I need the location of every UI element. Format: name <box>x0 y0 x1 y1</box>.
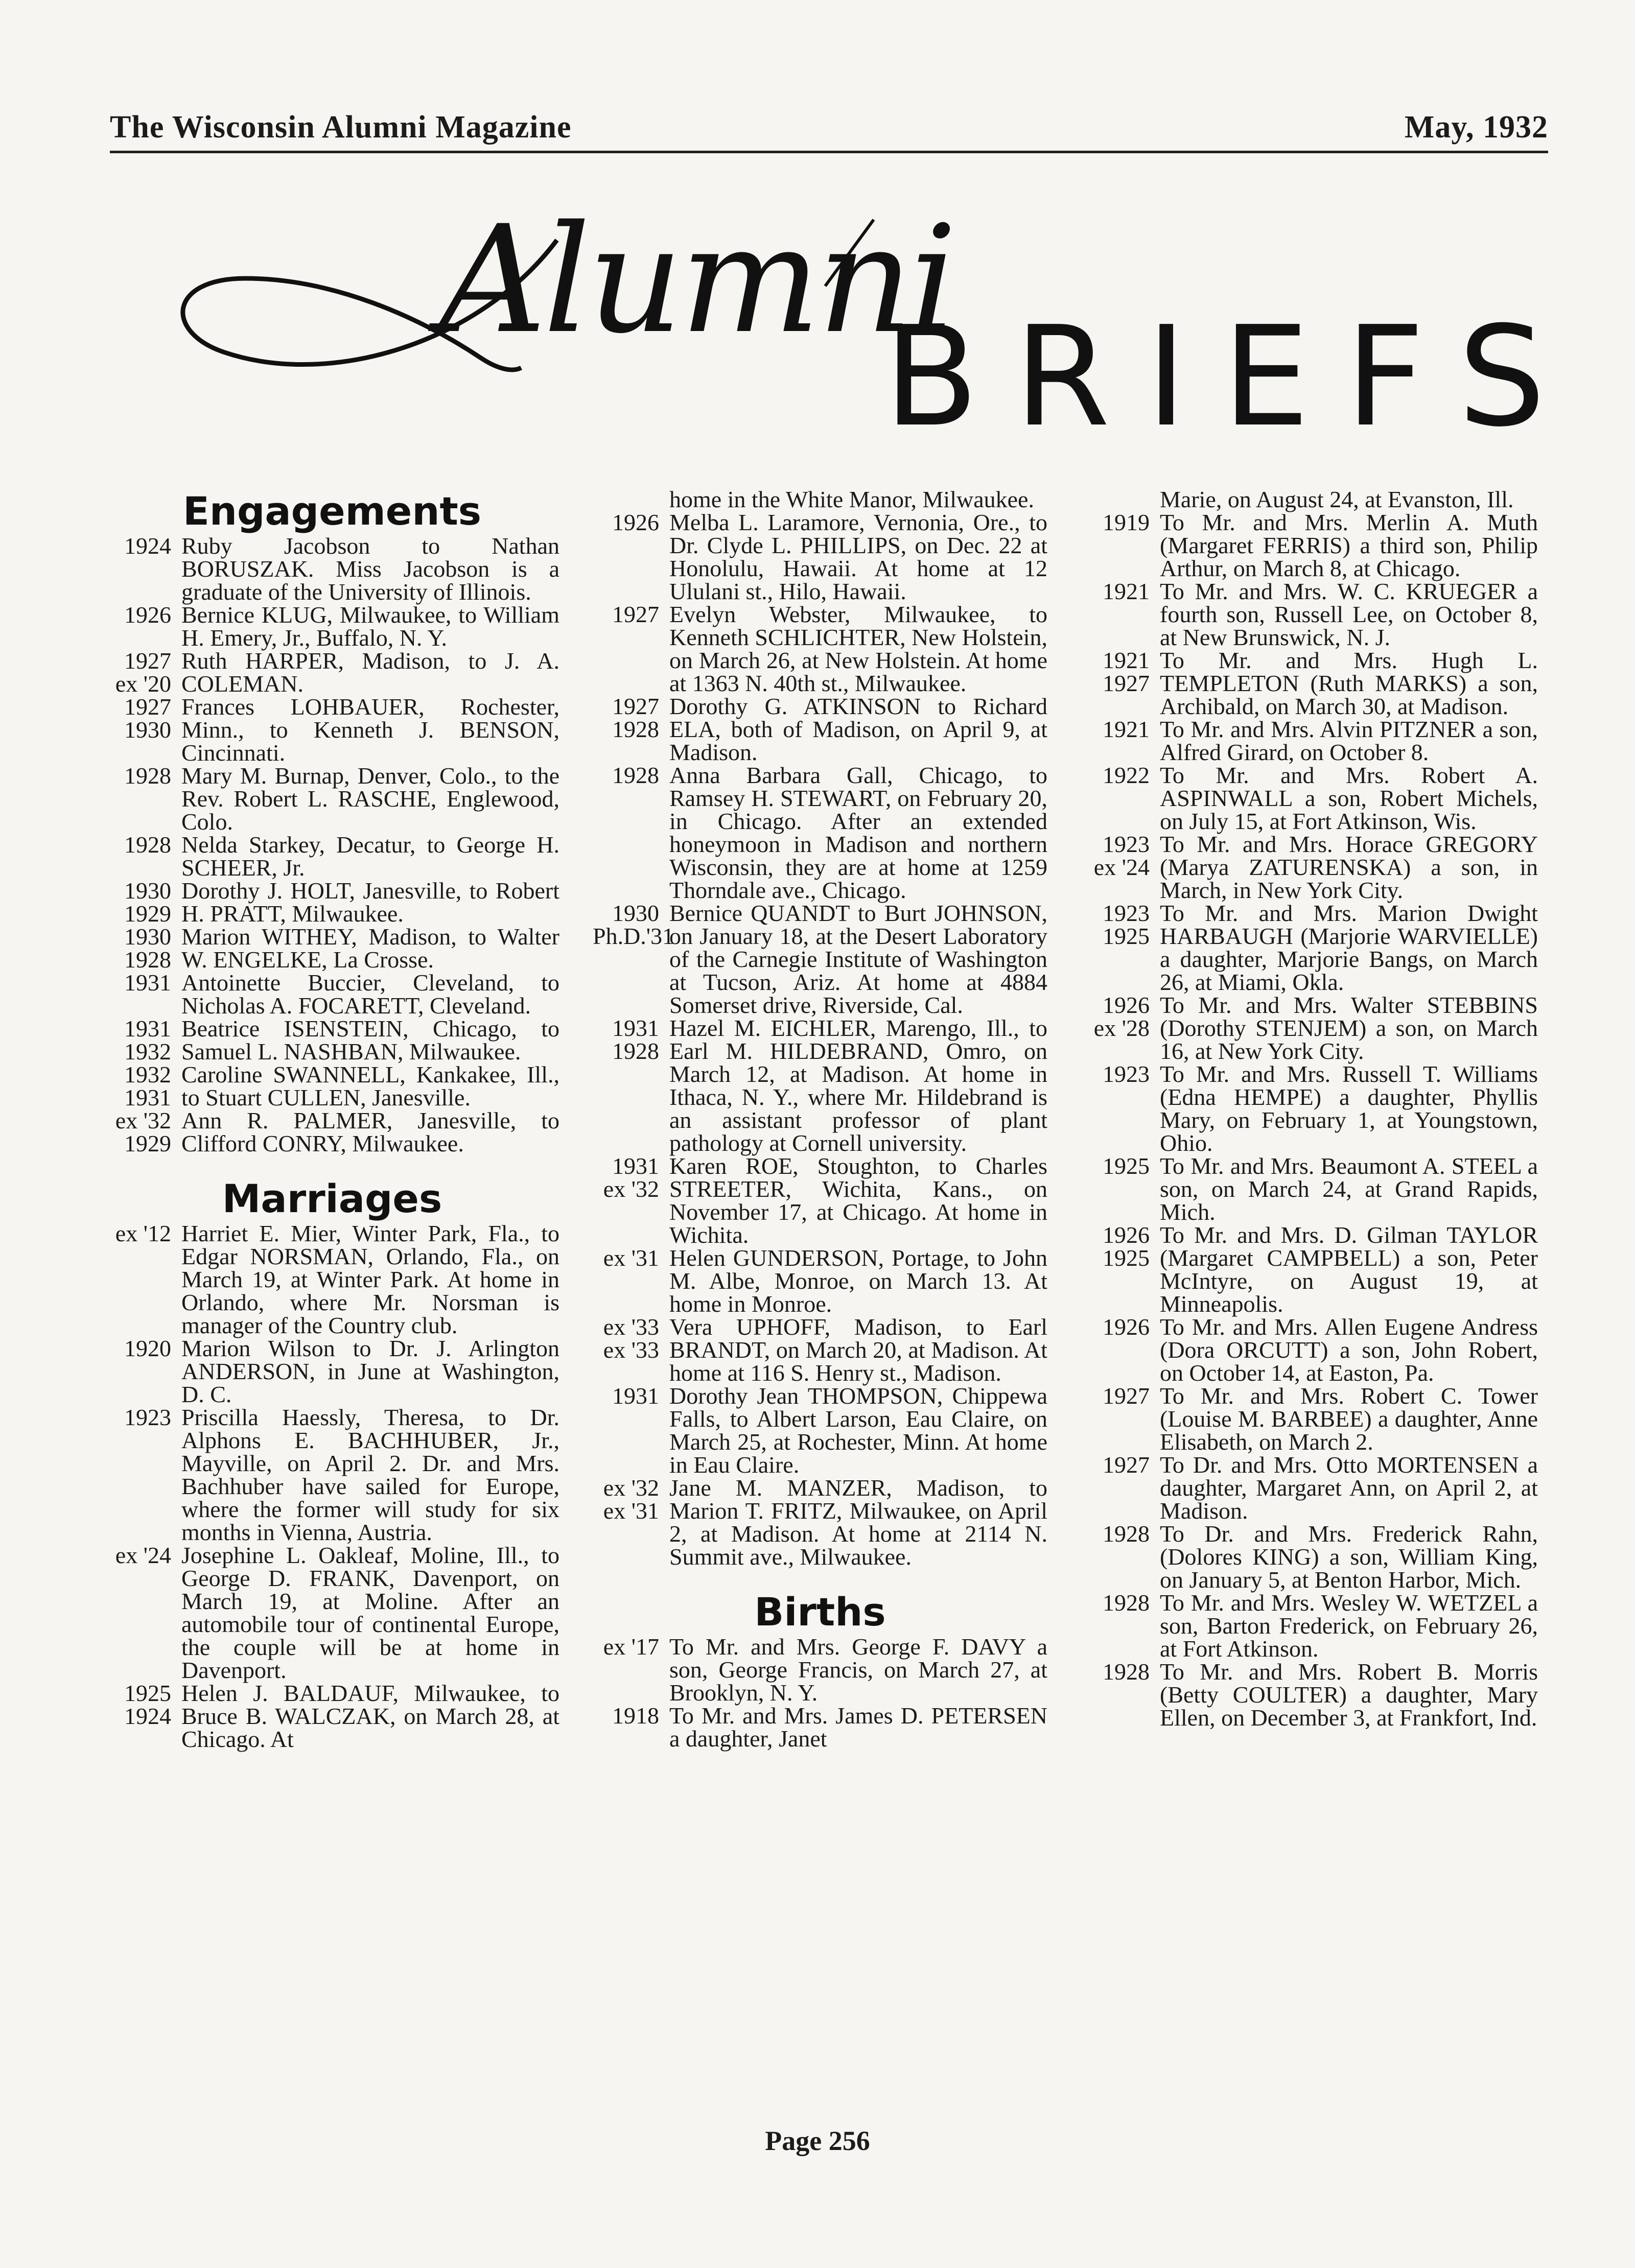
entry <box>105 1017 559 1063</box>
entry-text: Mary M. Burnap, Denver, Colo., to the Rev. Robert L. RASCHE, Englewood, Colo. <box>181 763 559 835</box>
entry <box>105 1063 559 1109</box>
entry-class-years: 1924 <box>124 533 171 559</box>
entry-class-years: 1928 <box>1103 1590 1150 1616</box>
entry-class-years: 1927 1928 <box>612 693 659 742</box>
entry-text: To Mr. and Mrs. Walter STEBBINS (Dorothy STENJEM) a son, on March 16, at New York City. <box>1160 992 1538 1064</box>
entry <box>593 902 1047 1017</box>
entry <box>1083 1062 1538 1154</box>
entry-class-years: 1931 <box>124 970 171 996</box>
entry-class-years: 1925 <box>1103 1153 1150 1179</box>
entry <box>593 1704 1047 1750</box>
entry-text: Bernice KLUG, Milwaukee, to William H. Emery, Jr., Buffalo, N. Y. <box>181 602 559 651</box>
entry-text: Jane M. MANZER, Madison, to Marion T. FRITZ, Milwaukee, on April 2, at Madison. At home at 2114 N. Summit ave., Milwaukee. <box>669 1475 1047 1570</box>
birth-continued-text: Marie, on August 24, at Evanston, Ill. <box>1160 486 1514 512</box>
entry-text: Ruth HARPER, Madison, to J. A. COLEMAN. <box>181 648 559 697</box>
entry <box>1083 649 1538 718</box>
births-list <box>593 1635 1047 1750</box>
entry-class-years: 1927 <box>612 601 659 627</box>
entry-text: To Dr. and Mrs. Frederick Rahn, (Dolores KING) a son, William King, on January 5, at Benton Harbor, Mich. <box>1160 1521 1538 1593</box>
page-header <box>110 110 1548 153</box>
entry <box>593 1315 1047 1384</box>
entry-class-years: 1921 1927 <box>1103 647 1150 696</box>
entry-text: Helen J. BALDAUF, Milwaukee, to Bruce B. WALCZAK, on March 28, at Chicago. At <box>181 1680 559 1753</box>
entry <box>105 1544 559 1682</box>
entry-class-years: ex '17 <box>603 1634 659 1660</box>
entry-text: To Mr. and Mrs. Robert B. Morris (Betty COULTER) a daughter, Mary Ellen, on December 3, at Frankfort, Ind. <box>1160 1659 1538 1731</box>
entry-text: Hazel M. EICHLER, Marengo, Ill., to Earl M. HILDEBRAND, Omro, on March 12, at Madison. At home in Ithaca, N. Y., where Mr. Hildebrand is an assistant professor of plant pathology at Cornell university. <box>669 1015 1047 1156</box>
entry <box>593 1246 1047 1315</box>
entry-class-years: 1931 1932 <box>124 1015 171 1065</box>
entry-class-years: 1920 <box>124 1335 171 1362</box>
entry-text: To Mr. and Mrs. Beaumont A. STEEL a son, on March 24, at Grand Rapids, Mich. <box>1160 1153 1538 1225</box>
entry <box>105 925 559 971</box>
entry-text: To Mr. and Mrs. Wesley W. WETZEL a son, Barton Frederick, on February 26, at Fort Atkinson. <box>1160 1590 1538 1662</box>
entry-text: To Mr. and Mrs. Russell T. Williams (Edna HEMPE) a daughter, Phyllis Mary, on February 1, at Youngstown, Ohio. <box>1160 1061 1538 1156</box>
marriages-list-continued <box>593 511 1047 1568</box>
entry <box>105 971 559 1017</box>
entry-text: Helen GUNDERSON, Portage, to John M. Albe, Monroe, on March 13. At home in Monroe. <box>669 1245 1047 1317</box>
publication-title: The Wisconsin Alumni Magazine <box>110 110 572 145</box>
entry-class-years: 1925 1924 <box>124 1680 171 1730</box>
entry-class-years: 1930 1928 <box>124 924 171 973</box>
entry-class-years: 1921 <box>1103 578 1150 604</box>
entry-text: To Mr. and Mrs. Alvin PITZNER a son, Alfred Girard, on October 8. <box>1160 716 1538 765</box>
entry-class-years: 1927 <box>1103 1452 1150 1478</box>
entry-class-years: 1926 <box>1103 1314 1150 1340</box>
entry <box>1083 1315 1538 1384</box>
entry <box>1083 1660 1538 1729</box>
entry <box>1083 1384 1538 1453</box>
entry-class-years: 1922 <box>1103 762 1150 788</box>
engagements-heading: Engagements <box>182 488 482 534</box>
entry <box>593 1476 1047 1568</box>
entry <box>105 879 559 925</box>
briefs-word: BRIEFS <box>884 296 1581 457</box>
entry <box>1083 1453 1538 1522</box>
entry-text: To Mr. and Mrs. Hugh L. TEMPLETON (Ruth MARKS) a son, Archibald, on March 30, at Madison. <box>1160 647 1538 719</box>
entry <box>1083 902 1538 994</box>
entry-text: Caroline SWANNELL, Kankakee, Ill., to Stuart CULLEN, Janesville. <box>181 1061 559 1111</box>
entry <box>1083 718 1538 764</box>
entry-class-years: ex '31 <box>603 1245 659 1271</box>
entry <box>105 764 559 833</box>
entry <box>105 534 559 603</box>
entry-text: To Mr. and Mrs. Robert A. ASPINWALL a son, Robert Michels, on July 15, at Fort Atkinson, Wis. <box>1160 762 1538 834</box>
entry <box>593 1154 1047 1246</box>
entry-text: Ruby Jacobson to Nathan BORUSZAK. Miss Jacobson is a graduate of the University of Illinois. <box>181 533 559 605</box>
entry-text: To Mr. and Mrs. Allen Eugene Andress (Dora ORCUTT) a son, John Robert, on October 14, at Easton, Pa. <box>1160 1314 1538 1386</box>
entry-class-years: 1926 ex '28 <box>1093 992 1150 1041</box>
entry-text: To Mr. and Mrs. Robert C. Tower (Louise M. BARBEE) a daughter, Anne Elisabeth, on March 2. <box>1160 1383 1538 1455</box>
entry-text: To Mr. and Mrs. D. Gilman TAYLOR (Margaret CAMPBELL) a son, Peter McIntyre, on August 19, at Minneapolis. <box>1160 1222 1538 1317</box>
entry <box>105 1406 559 1544</box>
entry-text: Dorothy Jean THOMPSON, Chippewa Falls, to Albert Larson, Eau Claire, on March 25, at Rochester, Minn. At home in Eau Claire. <box>669 1383 1047 1478</box>
page-number: Page 256 <box>765 2125 870 2156</box>
issue-date: May, 1932 <box>1404 110 1548 145</box>
entry-text: Dorothy G. ATKINSON to Richard ELA, both of Madison, on April 9, at Madison. <box>669 693 1047 765</box>
entry-class-years: 1930 1929 <box>124 878 171 927</box>
entry-class-years: 1932 1931 <box>124 1061 171 1111</box>
entry <box>105 695 559 764</box>
entry-text: To Mr. and Mrs. Horace GREGORY (Marya ZATURENSKA) a son, in March, in New York City. <box>1160 831 1538 903</box>
entry <box>593 511 1047 603</box>
entry-text: Melba L. Laramore, Vernonia, Ore., to Dr. Clyde L. PHILLIPS, on Dec. 22 at Honolulu, Hawaii. At home at 12 Ululani st., Hilo, Hawaii. <box>669 509 1047 604</box>
marriages-list <box>105 1222 559 1751</box>
entry <box>1083 1223 1538 1315</box>
entry-class-years: 1930 Ph.D.'31 <box>593 900 674 949</box>
engagements-list <box>105 534 559 1155</box>
marriages-heading: Marriages <box>222 1176 442 1222</box>
entry-text: To Mr. and Mrs. W. C. KRUEGER a fourth son, Russell Lee, on October 8, at New Brunswick, N. J. <box>1160 578 1538 650</box>
entry <box>593 764 1047 902</box>
entry-class-years: ex '12 <box>115 1220 171 1247</box>
entry-text: Harriet E. Mier, Winter Park, Fla., to Edgar NORSMAN, Orlando, Fla., on March 19, at Winter Park. At home in Orlando, where Mr. Norsman is manager of the Country club. <box>181 1220 559 1339</box>
entry <box>593 1384 1047 1476</box>
entry-class-years: 1927 <box>1103 1383 1150 1409</box>
entry-class-years: 1923 ex '24 <box>1093 831 1150 880</box>
entry-class-years: 1931 ex '32 <box>603 1153 659 1202</box>
entry <box>105 1222 559 1337</box>
entry-class-years: 1928 <box>124 832 171 858</box>
entry <box>1083 764 1538 833</box>
entry-text: To Dr. and Mrs. Otto MORTENSEN a daughter, Margaret Ann, on April 2, at Madison. <box>1160 1452 1538 1524</box>
entry-class-years: ex '32 ex '31 <box>603 1475 659 1524</box>
entry-class-years: ex '32 1929 <box>115 1107 171 1157</box>
entry-class-years: 1923 1925 <box>1103 900 1150 949</box>
entry-text: Evelyn Webster, Milwaukee, to Kenneth SCHLICHTER, New Holstein, on March 26, at New Holstein. At home at 1363 N. 40th st., Milwaukee. <box>669 601 1047 696</box>
entry-text: To Mr. and Mrs. George F. DAVY a son, George Francis, on March 27, at Brooklyn, N. Y. <box>669 1634 1047 1706</box>
entry-text: Karen ROE, Stoughton, to Charles STREETER, Wichita, Kans., on November 17, at Chicago. At home in Wichita. <box>669 1153 1047 1248</box>
entry <box>1083 1522 1538 1591</box>
entry <box>105 603 559 649</box>
entry-class-years: 1927 ex '20 <box>115 648 171 697</box>
entry-text: Vera UPHOFF, Madison, to Earl BRANDT, on March 20, at Madison. At home at 116 S. Henry st., Madison. <box>669 1314 1047 1386</box>
alumni-word: Alumni <box>439 194 954 366</box>
entry <box>105 1337 559 1406</box>
column-3 <box>1083 488 1538 1729</box>
entry <box>1083 994 1538 1062</box>
entry-text: Marion WITHEY, Madison, to Walter W. ENGELKE, La Crosse. <box>181 924 559 973</box>
entry <box>1083 833 1538 902</box>
entry <box>1083 1591 1538 1660</box>
entry <box>1083 511 1538 580</box>
entry-class-years: 1918 <box>612 1703 659 1729</box>
entry <box>1083 1154 1538 1223</box>
entry <box>593 603 1047 695</box>
entry <box>105 1682 559 1751</box>
column-2 <box>593 488 1047 1750</box>
entry <box>105 833 559 879</box>
entry-text: Anna Barbara Gall, Chicago, to Ramsey H. STEWART, on February 20, in Chicago. After an extended honeymoon in Madison and northern Wisconsin, they are at home at 1259 Thorndale ave., Chicago. <box>669 762 1047 903</box>
entry <box>105 649 559 695</box>
entry-class-years: 1919 <box>1103 509 1150 535</box>
entry-text: Priscilla Haessly, Theresa, to Dr. Alphons E. BACHHUBER, Jr., Mayville, on April 2. Dr. and Mrs. Bachhuber have sailed for Europe, where the former will study for six months in Vienna, Austria. <box>181 1404 559 1546</box>
entry-text: To Mr. and Mrs. Merlin A. Muth (Margaret FERRIS) a third son, Philip Arthur, on March 8, at Chicago. <box>1160 509 1538 581</box>
entry-text: Frances LOHBAUER, Rochester, Minn., to Kenneth J. BENSON, Cincinnati. <box>181 694 559 766</box>
entry-class-years: 1927 1930 <box>124 694 171 743</box>
entry-class-years: 1921 <box>1103 716 1150 742</box>
entry-class-years: 1928 <box>1103 1659 1150 1685</box>
marriage-continued-text: home in the White Manor, Milwaukee. <box>669 486 1034 512</box>
entry-class-years: 1931 1928 <box>612 1015 659 1064</box>
entry-text: Dorothy J. HOLT, Janesville, to Robert H. PRATT, Milwaukee. <box>181 878 559 927</box>
entry-class-years: 1923 <box>1103 1061 1150 1087</box>
entry <box>593 1635 1047 1704</box>
entry-class-years: 1923 <box>124 1404 171 1431</box>
births-heading: Births <box>754 1589 886 1635</box>
entry-text: Nelda Starkey, Decatur, to George H. SCHEER, Jr. <box>181 832 559 881</box>
entry-text: To Mr. and Mrs. Marion Dwight HARBAUGH (Marjorie WARVIELLE) a daughter, Marjorie Bangs, on March 26, at Miami, Okla. <box>1160 900 1538 995</box>
entry-text: Antoinette Buccier, Cleveland, to Nicholas A. FOCARETT, Cleveland. <box>181 970 559 1019</box>
births-list-continued <box>1083 511 1538 1729</box>
entry-text: To Mr. and Mrs. James D. PETERSEN a daughter, Janet <box>669 1703 1047 1752</box>
entry-class-years: 1928 <box>124 763 171 789</box>
alumni-briefs-masthead <box>164 189 1581 457</box>
entry-text: Marion Wilson to Dr. J. Arlington ANDERSON, in June at Washington, D. C. <box>181 1335 559 1408</box>
entry-class-years: 1928 <box>612 762 659 788</box>
entry-class-years: 1926 1925 <box>1103 1222 1150 1271</box>
entry-class-years: 1928 <box>1103 1521 1150 1547</box>
entry-text: Ann R. PALMER, Janesville, to Clifford CONRY, Milwaukee. <box>181 1107 559 1157</box>
entry-class-years: 1926 <box>612 509 659 535</box>
entry-text: Beatrice ISENSTEIN, Chicago, to Samuel L. NASHBAN, Milwaukee. <box>181 1015 559 1065</box>
entry-class-years: 1931 <box>612 1383 659 1409</box>
entry-text: Bernice QUANDT to Burt JOHNSON, on January 18, at the Desert Laboratory of the Carnegie Institute of Washington at Tucson, Ariz. At home at 4884 Somerset drive, Riverside, Cal. <box>669 900 1047 1018</box>
entry-class-years: ex '33 ex '33 <box>603 1314 659 1363</box>
entry-text: Josephine L. Oakleaf, Moline, Ill., to George D. FRANK, Davenport, on March 19, at Moline. After an automobile tour of continental Europe, the couple will be at home in Davenport. <box>181 1542 559 1684</box>
entry <box>105 1109 559 1155</box>
column-1 <box>105 488 559 1751</box>
entry <box>1083 580 1538 649</box>
entry-class-years: ex '24 <box>115 1542 171 1569</box>
entry-class-years: 1926 <box>124 602 171 628</box>
entry <box>593 1017 1047 1154</box>
entry <box>593 695 1047 764</box>
